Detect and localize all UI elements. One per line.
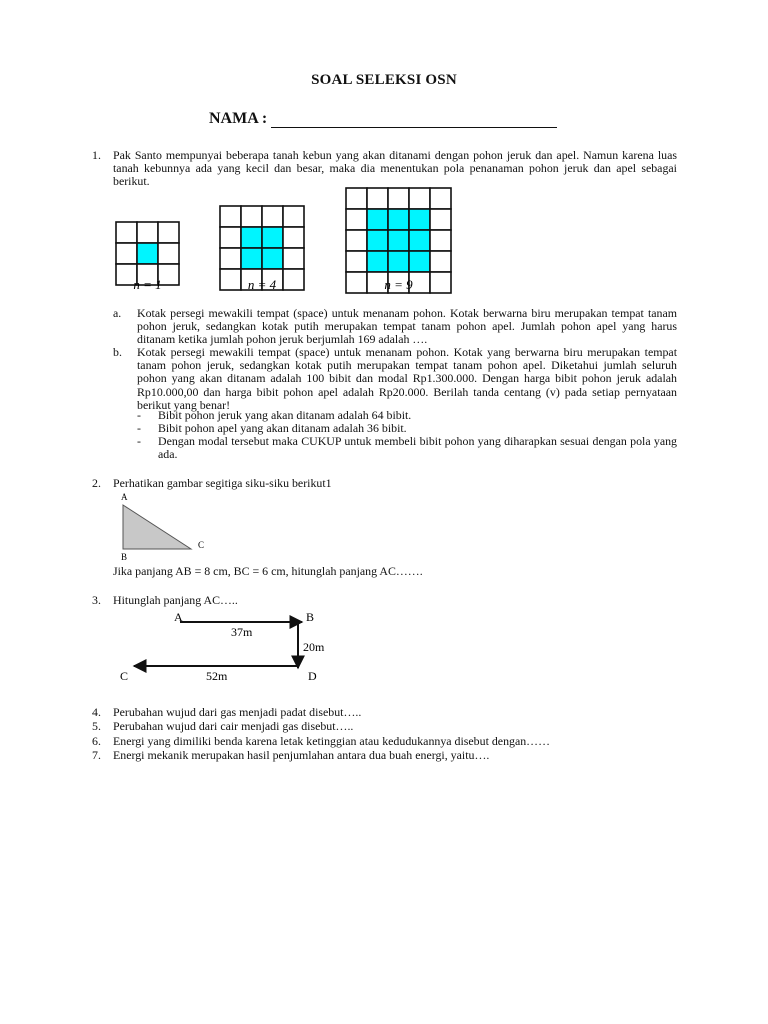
question-number: 7.	[92, 748, 101, 762]
apple-tree-cell	[283, 248, 304, 269]
apple-tree-cell	[430, 251, 451, 272]
sub-label: b.	[113, 345, 122, 359]
apple-tree-cell	[346, 230, 367, 251]
question-text: Hitunglah panjang AC…..	[113, 593, 238, 607]
apple-tree-cell	[367, 188, 388, 209]
question-number: 5.	[92, 719, 101, 733]
statement-text: Bibit pohon apel yang akan ditanam adalah 36 bibit.	[158, 421, 407, 435]
orange-tree-cell	[367, 230, 388, 251]
apple-tree-cell	[158, 222, 179, 243]
apple-tree-cell	[388, 188, 409, 209]
vertex-label-a: A	[121, 492, 128, 502]
apple-tree-cell	[430, 209, 451, 230]
statement-text: Bibit pohon jeruk yang akan ditanam adalah 64 bibit.	[158, 408, 412, 422]
apple-tree-cell	[220, 248, 241, 269]
apple-tree-cell	[220, 206, 241, 227]
apple-tree-cell	[262, 206, 283, 227]
vertex-label-b: B	[121, 552, 128, 562]
question-number: 3.	[92, 593, 101, 607]
apple-tree-cell	[283, 206, 304, 227]
orange-tree-cell	[367, 251, 388, 272]
planting-pattern-figure	[0, 185, 768, 295]
length-dc: 52m	[206, 669, 228, 683]
path-diagram	[112, 608, 352, 690]
page-title: SOAL SELEKSI OSN	[311, 72, 457, 88]
orange-tree-cell	[241, 227, 262, 248]
apple-tree-cell	[409, 188, 430, 209]
apple-tree-cell	[283, 269, 304, 290]
length-bd: 20m	[303, 640, 325, 654]
apple-tree-cell	[137, 222, 158, 243]
bullet-dash: -	[137, 421, 141, 435]
question-number: 6.	[92, 734, 101, 748]
sub-label: a.	[113, 306, 122, 320]
pattern-grid-3	[346, 188, 451, 293]
vertex-label-c: C	[198, 540, 205, 550]
apple-tree-cell	[346, 209, 367, 230]
point-label-d: D	[308, 669, 317, 683]
sub-text: Kotak persegi mewakili tempat (space) untuk menanam pohon. Kotak berwarna biru merupakan tempat tanam pohon jeruk, sedangkan kotak putih merupakan tempat tanam pohon apel. Jumlah pohon apel yang harus ditanam ketika jumlah pohon jeruk berjumlah 169 adalah ….	[137, 306, 677, 347]
grid-caption: n = 9	[384, 277, 413, 292]
pattern-grid-1	[116, 222, 179, 292]
question-number: 1.	[92, 148, 101, 162]
question-text: Energi yang dimiliki benda karena letak ketinggian atau kedudukannya disebut dengan……	[113, 734, 550, 748]
apple-tree-cell	[220, 269, 241, 290]
statement-text: Dengan modal tersebut maka CUKUP untuk membeli bibit pohon yang diharapkan sesuai dengan pola yang ada.	[158, 434, 677, 462]
apple-tree-cell	[346, 272, 367, 293]
point-label-b: B	[306, 610, 315, 624]
apple-tree-cell	[241, 206, 262, 227]
apple-tree-cell	[116, 222, 137, 243]
orange-tree-cell	[388, 209, 409, 230]
orange-tree-cell	[262, 227, 283, 248]
apple-tree-cell	[158, 243, 179, 264]
orange-tree-cell	[137, 243, 158, 264]
bullet-dash: -	[137, 408, 141, 422]
sub-text: Kotak persegi mewakili tempat (space) untuk menanam pohon. Kotak yang berwarna biru merupakan tempat tanam pohon jeruk, sedangkan kotak putih merupakan tempat tanam pohon apel. Diketahui jumlah seluruh pohon yang akan ditanam adalah 100 bibit dan modal Rp1.300.000. Dengan harga bibit pohon jeruk adalah Rp10.000,00 dan harga bibit pohon apel adalah Rp20.000. Berilah tanda centang (v) pada setiap pernyataan berikut yang benar!	[137, 345, 677, 412]
bullet-dash: -	[137, 434, 141, 448]
question-text: Energi mekanik merupakan hasil penjumlahan antara dua buah energi, yaitu….	[113, 748, 490, 762]
length-ab: 37m	[231, 625, 253, 639]
question-text: Perubahan wujud dari gas menjadi padat disebut…..	[113, 705, 362, 719]
apple-tree-cell	[283, 227, 304, 248]
orange-tree-cell	[409, 209, 430, 230]
orange-tree-cell	[388, 230, 409, 251]
apple-tree-cell	[220, 227, 241, 248]
question-number: 4.	[92, 705, 101, 719]
question-number: 2.	[92, 476, 101, 490]
question-text: Pak Santo mempunyai beberapa tanah kebun yang akan ditanami dengan pohon jeruk dan apel. Namun karena luas tanah kebunnya ada yang kecil dan besar, maka dia menentukan pola penanaman pohon jeruk dan apel sebagai berikut.	[113, 148, 677, 189]
question-text: Jika panjang AB = 8 cm, BC = 6 cm, hitunglah panjang AC…….	[113, 564, 423, 578]
name-label: NAMA :	[209, 110, 268, 127]
apple-tree-cell	[430, 230, 451, 251]
apple-tree-cell	[346, 188, 367, 209]
question-text: Perubahan wujud dari cair menjadi gas disebut…..	[113, 719, 354, 733]
orange-tree-cell	[367, 209, 388, 230]
apple-tree-cell	[430, 272, 451, 293]
point-label-c: C	[120, 669, 129, 683]
orange-tree-cell	[388, 251, 409, 272]
apple-tree-cell	[116, 243, 137, 264]
orange-tree-cell	[262, 248, 283, 269]
orange-tree-cell	[241, 248, 262, 269]
point-label-a: A	[174, 610, 183, 624]
right-triangle-figure	[112, 490, 222, 565]
name-field	[209, 110, 557, 128]
grid-caption: n = 1	[133, 277, 162, 292]
grid-caption: n = 4	[247, 277, 277, 292]
triangle-abc	[123, 505, 191, 549]
pattern-grid-2	[220, 206, 304, 292]
orange-tree-cell	[409, 230, 430, 251]
question-text: Perhatikan gambar segitiga siku-siku berikut1	[113, 476, 332, 490]
apple-tree-cell	[430, 188, 451, 209]
apple-tree-cell	[346, 251, 367, 272]
name-blank-line	[271, 113, 557, 128]
orange-tree-cell	[409, 251, 430, 272]
